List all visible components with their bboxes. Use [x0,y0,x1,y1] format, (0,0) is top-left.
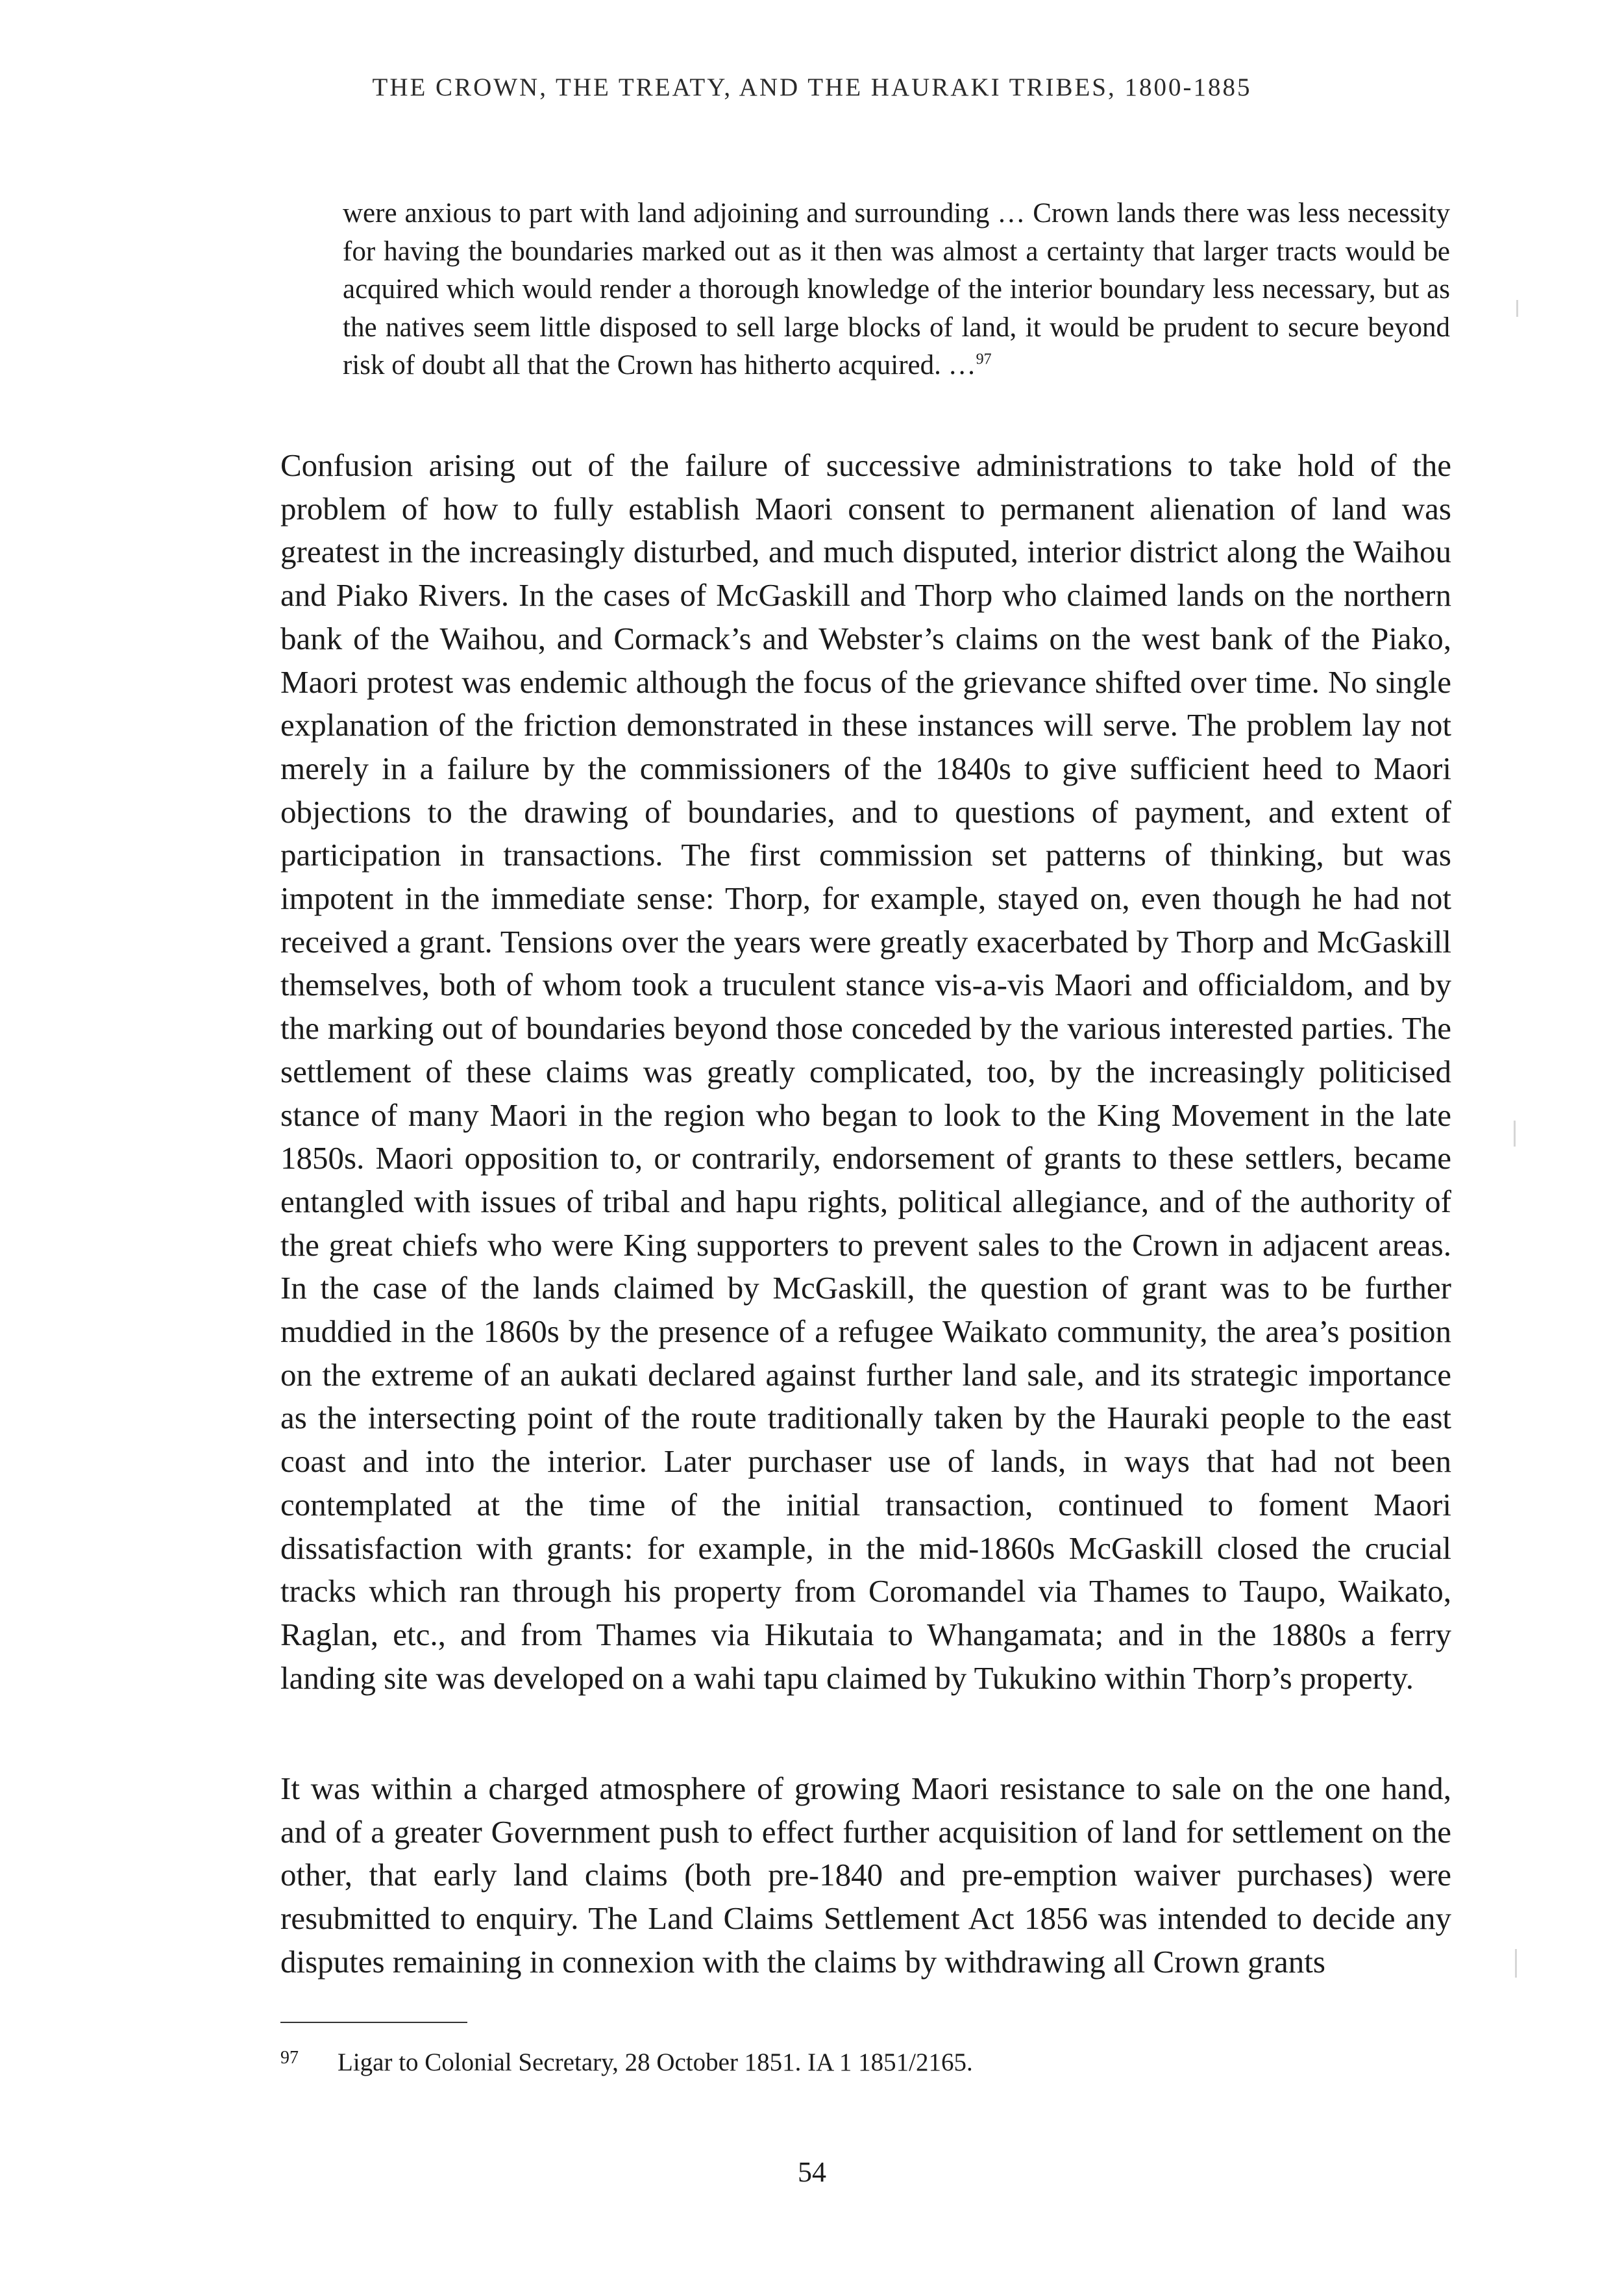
page-number: 54 [798,2156,826,2188]
scan-edge-mark [1515,1949,1517,1978]
footnote-reference: 97 [976,351,992,368]
footnote [280,2046,1451,2079]
block-quote-text: were anxious to part with land adjoining and surrounding … Crown lands there was less necessity for having the boundaries marked out as it then was almost a certainty that larger tracts would be acquired which would render a thorough knowledge of the interior boundary less necessary, but as the natives seem little disposed to sell large blocks of land, it would be prudent to secure beyond risk of doubt all that the Crown has hitherto acquired. … [343,198,1450,380]
footnote-text: Ligar to Colonial Secretary, 28 October 1851. IA 1 1851/2165. [338,2048,973,2076]
footnote-number: 97 [280,2048,299,2068]
running-head: THE CROWN, THE TREATY, AND THE HAURAKI TRIBES, 1800-1885 [372,73,1252,101]
footnote-divider [280,2022,467,2023]
scan-edge-mark [1516,300,1518,317]
body-paragraph: It was within a charged atmosphere of growing Maori resistance to sale on the one hand, and of a greater Government push to effect further acquisition of land for settlement on the other, that early land claims (both pre-1840 and pre-emption waiver purchases) were resubmitted to enquiry. The Land Claims Settlement Act 1856 was intended to decide any disputes remaining in connexion with the claims by withdrawing all Crown grants [280,1770,1451,1980]
block-quote [343,195,1450,385]
body-paragraph: Confusion arising out of the failure of successive administrations to take hold of the problem of how to fully establish Maori consent to permanent alienation of land was greatest in the increasingly disturbed, and much disputed, interior district along the Waihou and Piako Rivers. In the cases of McGaskill and Thorp who claimed lands on the northern bank of the Waihou, and Cormack’s and Webster’s claims on the west bank of the Piako, Maori protest was endemic although the focus of the grievance shifted over time. No single explanation of the friction demonstrated in these instances will serve. The problem lay not merely in a failure by the commissioners of the 1840s to give sufficient heed to Maori objections to the drawing of boundaries, and to questions of payment, and extent of participation in transactions. The first commission set patterns of thinking, but was impotent in the immediate sense: Thorp, for example, stayed on, even though he had not received a grant. Tensions over the years were greatly exacerbated by Thorp and McGaskill themselves, both of whom took a truculent stance vis-a-vis Maori and officialdom, and by the marking out of boundaries beyond those conceded by the various interested parties. The settlement of these claims was greatly complicated, too, by the increasingly politicised stance of many Maori in the region who began to look to the King Movement in the late 1850s. Maori opposition to, or contrarily, endorsement of grants to these settlers, became entangled with issues of tribal and hapu rights, political allegiance, and of the authority of the great chiefs who were King supporters to prevent sales to the Crown in adjacent areas. In the case of the lands claimed by McGaskill, the question of grant was to be further muddied in the 1860s by the presence of a refugee Waikato community, the area’s position on the extreme of an aukati declared against further land sale, and its strategic importance as the intersecting point of the route traditionally taken by the Hauraki people to the east coast and into the interior. Later purchaser use of lands, in ways that had not been contemplated at the time of the initial transaction, continued to foment Maori dissatisfaction with grants: for example, in the mid-1860s McGaskill closed the crucial tracks which ran through his property from Coromandel via Thames to Taupo, Waikato, Raglan, etc., and from Thames via Hikutaia to Whangamata; and in the 1880s a ferry landing site was developed on a wahi tapu claimed by Tukukino within Thorp’s property. [280,447,1451,1696]
scan-edge-mark [1514,1121,1516,1147]
